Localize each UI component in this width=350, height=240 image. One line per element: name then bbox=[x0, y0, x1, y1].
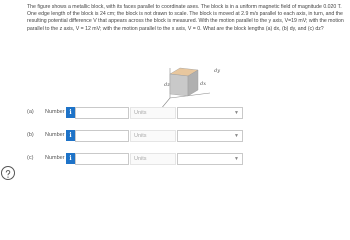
dz-label: dz bbox=[164, 82, 170, 88]
number-input-a[interactable] bbox=[75, 107, 129, 119]
answer-row-c bbox=[27, 152, 345, 166]
units-label: Units bbox=[134, 133, 147, 139]
units-box-a bbox=[130, 107, 176, 119]
units-box-c bbox=[130, 153, 176, 165]
number-label: Number bbox=[45, 155, 65, 161]
info-icon[interactable]: i bbox=[66, 130, 75, 141]
units-box-b bbox=[130, 130, 176, 142]
dx-label: dx bbox=[200, 81, 207, 87]
part-label: (a) bbox=[27, 109, 34, 115]
units-select-c[interactable] bbox=[177, 153, 243, 165]
chevron-down-icon: ▼ bbox=[234, 133, 239, 139]
help-icon[interactable] bbox=[1, 166, 15, 180]
units-label: Units bbox=[134, 110, 147, 116]
chevron-down-icon: ▼ bbox=[234, 156, 239, 162]
units-label: Units bbox=[134, 156, 147, 162]
info-icon[interactable]: i bbox=[66, 107, 75, 118]
number-input-c[interactable] bbox=[75, 153, 129, 165]
units-select-a[interactable] bbox=[177, 107, 243, 119]
part-label: (c) bbox=[27, 155, 34, 161]
number-input-b[interactable] bbox=[75, 130, 129, 142]
answer-row-b bbox=[27, 129, 345, 143]
number-label: Number bbox=[45, 132, 65, 138]
dy-label: dy bbox=[214, 68, 221, 74]
info-icon[interactable]: i bbox=[66, 153, 75, 164]
part-label: (b) bbox=[27, 132, 34, 138]
problem-statement: The figure shows a metallic block, with its faces parallel to coordinate axes. The block is in a uniform magnetic field of magnitude 0.020 T. One edge length of the block is 24 cm; the block is not drawn to scale. The block is moved at 2.9 m/s parallel to each axis, in turn, and the resulting potential difference V that appears across the block is measured. With the motion parallel to the y axis, V=19 mV; with the motion parallel to the z axis, V = 12 mV; with the motion parallel to the x axis, V = 0. What are the block lengths (a) dx, (b) dy, and (c) dz? bbox=[27, 4, 344, 32]
number-label: Number bbox=[45, 109, 65, 115]
help-icon-glyph bbox=[2, 168, 14, 180]
units-select-b[interactable] bbox=[177, 130, 243, 142]
block-front-face bbox=[170, 74, 188, 96]
chevron-down-icon: ▼ bbox=[234, 110, 239, 116]
answer-row-a bbox=[27, 106, 345, 120]
